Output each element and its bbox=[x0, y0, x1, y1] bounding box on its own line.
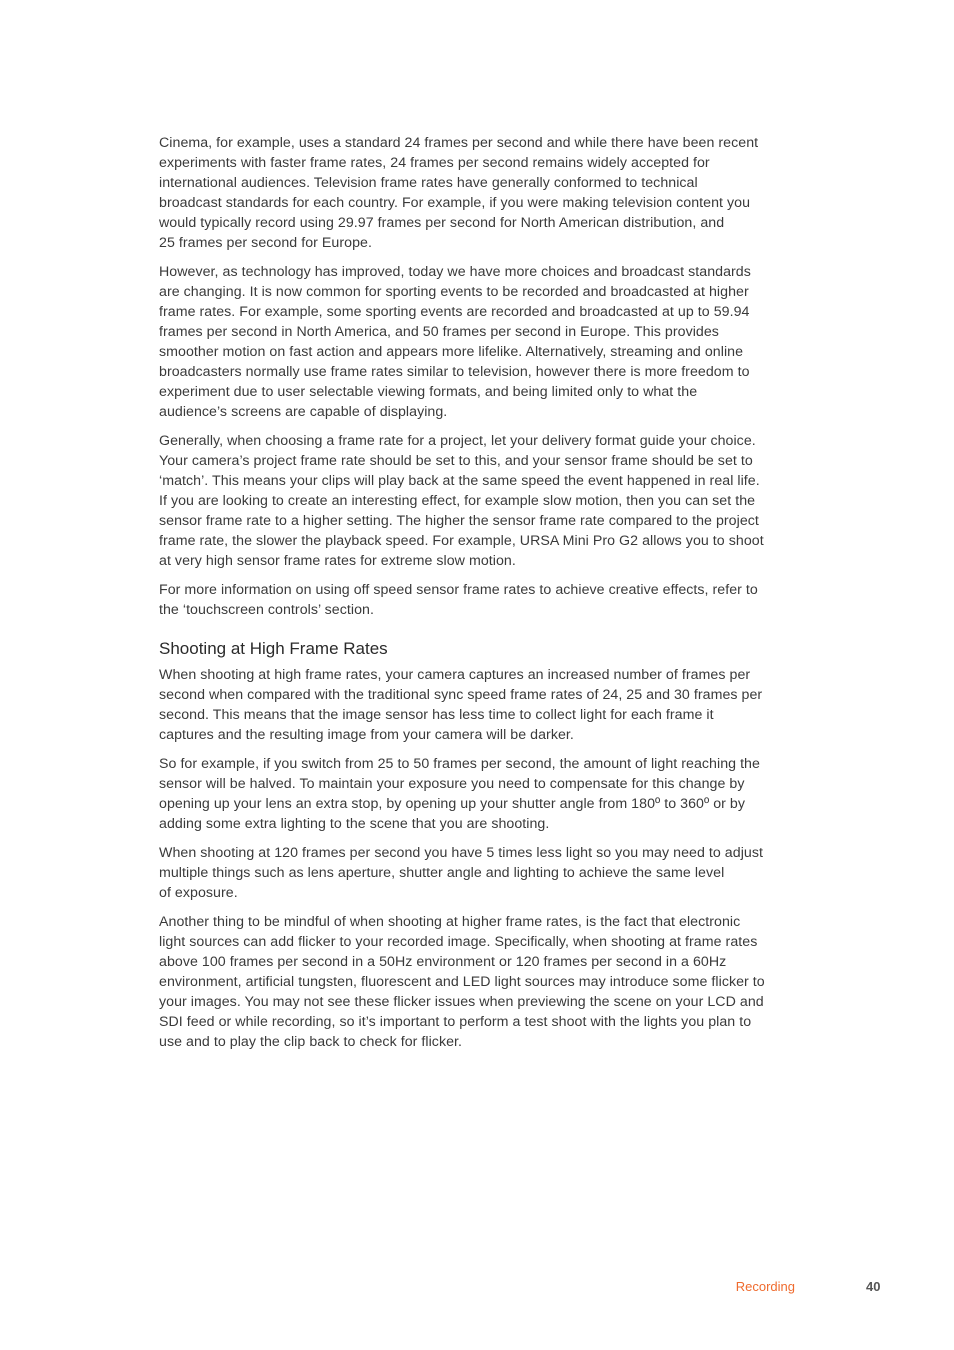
page-content bbox=[159, 133, 799, 1061]
body-paragraph: So for example, if you switch from 25 to 50 frames per second, the amount of light reaching the sensor will be halved. To maintain your exposure you need to compensate for this change by opening up your lens an extra stop, by opening up your shutter angle from 180º to 360º or by adding some extra lighting to the scene that you are shooting. bbox=[159, 756, 760, 832]
body-paragraph: When shooting at 120 frames per second you have 5 times less light so you may need to adjust multiple things such as lens aperture, shutter angle and lighting to achieve the same level of exposure. bbox=[159, 845, 763, 901]
body-paragraph: However, as technology has improved, today we have more choices and broadcast standards are changing. It is now common for sporting events to be recorded and broadcasted at higher frame rates. For example, some sporting events are recorded and broadcasted at up to 59.94 frames per second in North America, and 50 frames per second in Europe. This provides smoother motion on fast action and appears more lifelike. Alternatively, streaming and online broadcasters normally use frame rates similar to television, however there is more freedom to experiment due to user selectable viewing formats, and being limited only to what the audience’s screens are capable of displaying. bbox=[159, 264, 751, 420]
body-paragraph: Cinema, for example, uses a standard 24 frames per second and while there have been recent experiments with faster frame rates, 24 frames per second remains widely accepted for international audiences. Television frame rates have generally conformed to technical broadcast standards for each country. For example, if you were making television content you would typically record using 29.97 frames per second for North American distribution, and 25 frames per second for Europe. bbox=[159, 135, 759, 251]
body-paragraph: For more information on using off speed sensor frame rates to achieve creative effects, refer to the ‘touchscreen controls’ section. bbox=[159, 582, 758, 618]
footer-section-label: Recording bbox=[735, 1279, 795, 1294]
body-paragraph: Generally, when choosing a frame rate for a project, let your delivery format guide your choice. Your camera’s project frame rate should be set to this, and your sensor frame should be set to ‘match’. This means your clips will play back at the same speed the event happened in real life. If you are looking to create an interesting effect, for example slow motion, then you can set the sensor frame rate to a higher setting. The higher the sensor frame rate compared to the project frame rate, the slower the playback speed. For example, URSA Mini Pro G2 allows you to shoot at very high sensor frame rates for extreme slow motion. bbox=[159, 433, 764, 569]
body-paragraph: When shooting at high frame rates, your camera captures an increased number of frames per second when compared with the traditional sync speed frame rates of 24, 25 and 30 frames per second. This means that the image sensor has less time to collect light for each frame it captures and the resulting image from your camera will be darker. bbox=[159, 667, 763, 743]
page-number: 40 bbox=[866, 1279, 881, 1294]
body-paragraph: Another thing to be mindful of when shooting at higher frame rates, is the fact that electronic light sources can add flicker to your recorded image. Specifically, when shooting at frame rates above 100 frames per second in a 50Hz environment or 120 frames per second in a 60Hz environment, artificial tungsten, fluorescent and LED light sources may introduce some flicker to your images. You may not see these flicker issues when previewing the scene on your LCD and SDI feed or while recording, so it’s important to perform a test shoot with the lights you plan to use and to play the clip back to check for flicker. bbox=[159, 914, 765, 1050]
section-heading: Shooting at High Frame Rates bbox=[159, 639, 388, 658]
